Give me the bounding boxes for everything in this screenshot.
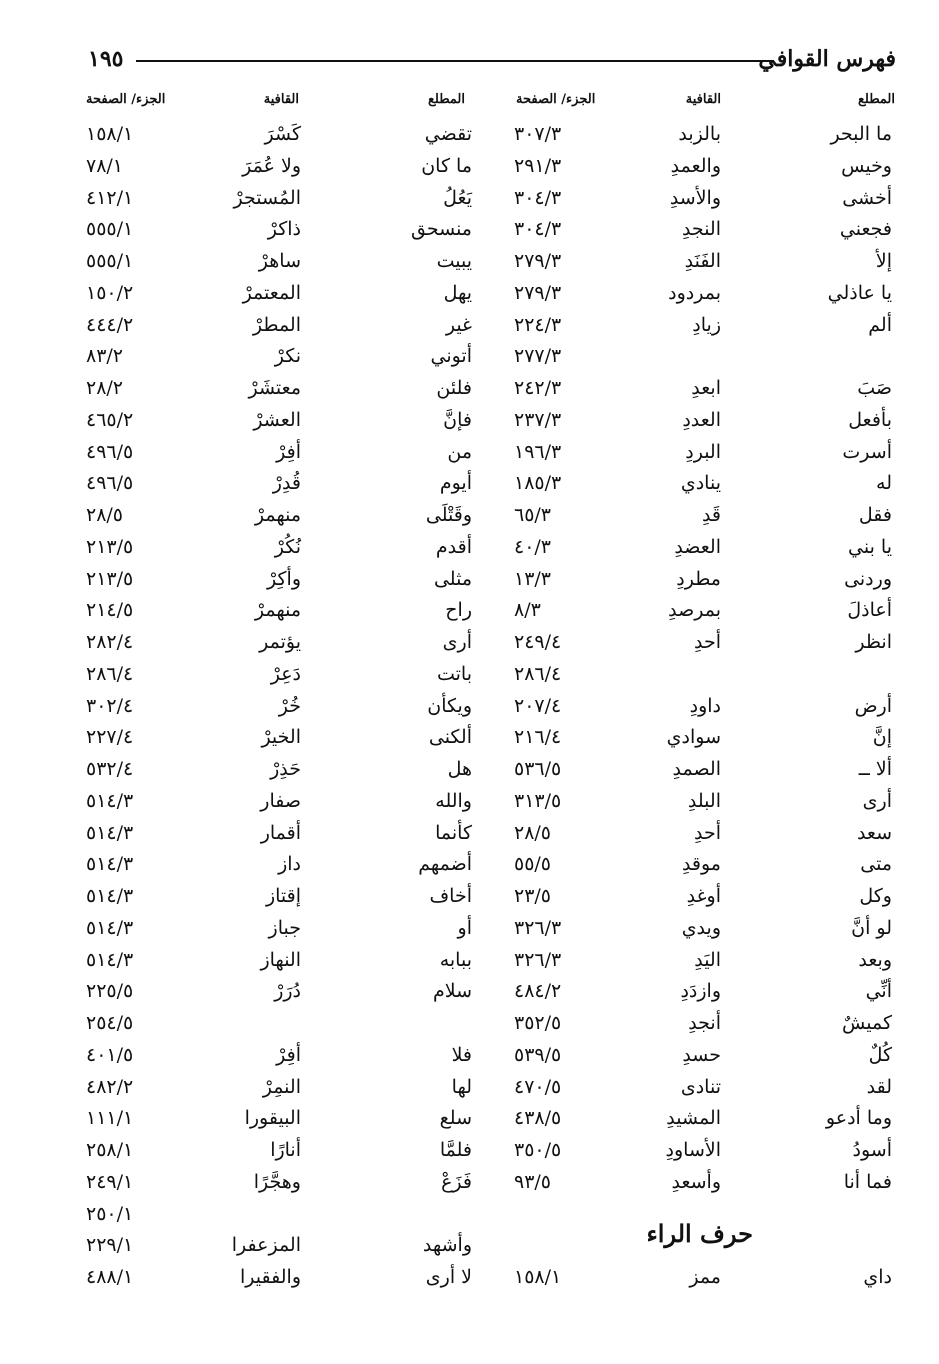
cell-ref-left: ٢٢٥/٥ — [86, 980, 134, 1003]
cell-qafiya-left: وأكِرْ — [267, 567, 301, 590]
cell-ref-right: ٢٨٦/٤ — [514, 662, 562, 685]
index-row — [0, 912, 939, 944]
cell-matla-right: يا عاذلي — [827, 281, 892, 304]
running-header — [80, 44, 898, 78]
cell-matla-left: لا أرى — [425, 1266, 472, 1288]
cell-matla-left: أتوني — [430, 345, 472, 368]
cell-ref-right: ٣٢٦/٣ — [514, 948, 562, 971]
cell-matla-right: سعد — [856, 821, 892, 844]
cell-qafiya-left: نكرْ — [274, 345, 301, 368]
cell-ref-right: ٣٠٤/٣ — [514, 186, 562, 209]
cell-ref-left: ٢٤٩/١ — [86, 1170, 134, 1193]
cell-qafiya-right: أنجدِ — [688, 1012, 721, 1034]
column-heading-qafiya-left: القافية — [263, 92, 299, 107]
cell-ref-left: ٥٣٢/٤ — [86, 758, 134, 780]
cell-qafiya-left: داز — [278, 853, 301, 876]
column-heading-ref-left: الجزء/ الصفحة — [86, 92, 166, 107]
cell-qafiya-left: ساهرْ — [258, 250, 301, 272]
cell-matla-left: باتت — [436, 662, 472, 685]
index-row — [0, 975, 939, 1007]
cell-qafiya-left: أفِرْ — [276, 1043, 301, 1066]
column-heading-ref-right: الجزء/ الصفحة — [516, 92, 596, 107]
cell-qafiya-right: الفَنَدِ — [684, 250, 721, 272]
cell-ref-left: ٥٥٥/١ — [86, 250, 134, 272]
cell-matla-left: أقدم — [435, 535, 472, 558]
cell-qafiya-left: أنارًا — [270, 1139, 301, 1161]
cell-ref-right: ٣٥٢/٥ — [514, 1012, 562, 1034]
cell-qafiya-left: جباز — [268, 916, 301, 939]
cell-ref-left: ٤٩٦/٥ — [86, 440, 134, 463]
header-rule — [136, 60, 774, 62]
cell-matla-right: إنَّ — [872, 726, 892, 749]
index-row — [0, 404, 939, 436]
cell-ref-left: ٥١٤/٣ — [86, 948, 134, 971]
index-row — [0, 1039, 939, 1071]
cell-qafiya-right: النجدِ — [681, 218, 721, 241]
cell-matla-left: ألكنى — [428, 726, 472, 749]
cell-qafiya-left: دَعِرْ — [270, 662, 301, 685]
cell-matla-right: متى — [860, 853, 892, 876]
cell-matla-left: لها — [451, 1075, 472, 1098]
cell-ref-right: ٨/٣ — [514, 599, 541, 622]
cell-ref-right: ٢٤٢/٣ — [514, 377, 562, 399]
cell-qafiya-left: صفار — [260, 789, 301, 812]
cell-ref-left: ٤٨٨/١ — [86, 1266, 134, 1288]
cell-matla-right: أنِّي — [865, 980, 892, 1003]
cell-matla-left: يَعُلُ — [443, 186, 472, 209]
cell-ref-left: ٢٨/٢ — [86, 377, 124, 399]
cell-matla-left: سلام — [432, 980, 472, 1003]
cell-ref-right: ٤٣٨/٥ — [514, 1107, 562, 1130]
index-row — [0, 245, 939, 277]
index-title: فهرس القوافي — [758, 46, 896, 72]
cell-ref-right: ٢٨/٥ — [514, 821, 552, 844]
cell-matla-right: أعاذلَ — [847, 599, 892, 622]
cell-matla-left: منسحق — [411, 218, 472, 241]
cell-qafiya-right: تنادى — [680, 1075, 721, 1098]
cell-matla-left: مثلى — [433, 567, 472, 590]
cell-qafiya-right: وأسعدِ — [671, 1170, 721, 1193]
cell-matla-right: إلأ — [875, 250, 892, 272]
cell-matla-right: فما أنا — [843, 1170, 892, 1193]
cell-qafiya-left: النمِرْ — [262, 1075, 301, 1098]
cell-ref-right: ١٩٦/٣ — [514, 440, 562, 463]
index-row — [0, 626, 939, 658]
cell-ref-left: ٤٠١/٥ — [86, 1043, 134, 1066]
cell-matla-left: أيوم — [439, 472, 472, 495]
cell-matla-left: وقَتْلَى — [425, 504, 472, 526]
cell-matla-left: غير — [445, 313, 472, 336]
cell-qafiya-right: البردِ — [685, 440, 721, 463]
cell-ref-right: ٣٢٦/٣ — [514, 916, 562, 939]
cell-ref-left: ٤١٢/١ — [86, 186, 134, 209]
cell-matla-right: فجعني — [839, 218, 892, 241]
cell-ref-right: ٤٧٠/٥ — [514, 1075, 562, 1098]
cell-ref-right: ٤٠/٣ — [514, 535, 552, 558]
cell-qafiya-right: ينادي — [680, 472, 721, 495]
cell-matla-right: كُلٌ — [868, 1043, 892, 1066]
cell-matla-left: فلمَّا — [439, 1139, 472, 1161]
section-heading: حرف الراء — [646, 1219, 753, 1248]
cell-matla-right: أسرت — [842, 440, 892, 463]
cell-matla-left: راح — [445, 599, 472, 622]
index-row — [0, 309, 939, 341]
cell-qafiya-left: أفِرْ — [276, 440, 301, 463]
cell-matla-right: أرى — [862, 789, 892, 812]
cell-qafiya-right: موقدِ — [681, 853, 721, 876]
cell-qafiya-right: داودِ — [689, 694, 721, 717]
cell-ref-left: ٢٨/٥ — [86, 504, 124, 526]
cell-matla-left: وأشهد — [422, 1234, 472, 1257]
cell-qafiya-right: البلدِ — [687, 789, 721, 812]
cell-matla-left: أضمهم — [418, 853, 472, 876]
cell-matla-right: ما البحر — [830, 123, 892, 145]
index-row — [0, 817, 939, 849]
index-row — [0, 594, 939, 626]
cell-qafiya-right: بالزبد — [678, 123, 721, 145]
cell-matla-right: أسودُ — [852, 1139, 892, 1161]
cell-ref-left: ٥١٤/٣ — [86, 885, 134, 907]
cell-ref-right: ١٥٨/١ — [514, 1266, 562, 1288]
index-row — [0, 848, 939, 880]
cell-matla-left: فلئن — [436, 377, 472, 399]
cell-qafiya-left: ولا عُمَرَ — [242, 154, 301, 177]
cell-qafiya-right: بمردود — [668, 281, 721, 304]
cell-ref-left: ٨٣/٢ — [86, 345, 124, 368]
cell-ref-left: ٢٥٨/١ — [86, 1139, 134, 1161]
index-rows — [0, 118, 939, 1293]
index-row — [0, 721, 939, 753]
cell-matla-right: أخشى — [842, 186, 892, 209]
cell-ref-right: ٢٧٧/٣ — [514, 345, 562, 368]
index-row — [0, 340, 939, 372]
cell-matla-right: وخيس — [841, 154, 892, 177]
cell-matla-left: من — [447, 440, 472, 463]
cell-matla-right: وردنى — [844, 567, 892, 590]
cell-ref-right: ٤٨٤/٢ — [514, 980, 562, 1003]
cell-matla-left: تقضي — [424, 123, 472, 145]
cell-qafiya-left: نُكُرْ — [274, 535, 301, 558]
cell-ref-left: ١١١/١ — [86, 1107, 134, 1130]
cell-qafiya-left: كَسْرَ — [264, 123, 301, 145]
cell-matla-right: انظر — [855, 631, 892, 653]
cell-qafiya-right: أوغدِ — [686, 885, 721, 907]
cell-ref-right: ١٨٥/٣ — [514, 472, 562, 495]
index-row — [0, 150, 939, 182]
cell-qafiya-left: قُدِرْ — [272, 472, 301, 495]
index-row — [0, 880, 939, 912]
cell-matla-left: فَزَعْ — [441, 1170, 472, 1193]
cell-ref-right: ٣١٣/٥ — [514, 789, 562, 812]
index-row — [0, 372, 939, 404]
cell-qafiya-right: ويدي — [681, 916, 721, 939]
index-row — [0, 499, 939, 531]
cell-qafiya-right: الأساودِ — [665, 1139, 721, 1161]
cell-qafiya-left: وهجَّرًا — [253, 1170, 301, 1193]
index-row — [0, 118, 939, 150]
cell-qafiya-left: يؤتمر — [259, 631, 301, 653]
cell-ref-right: ٣٥٠/٥ — [514, 1139, 562, 1161]
cell-matla-right: لو أنَّ — [851, 916, 892, 939]
cell-qafiya-right: والأسدِ — [669, 186, 721, 209]
cell-ref-right: ٢١٦/٤ — [514, 726, 562, 749]
cell-qafiya-right: الصمدِ — [672, 758, 721, 780]
cell-qafiya-right: أحدِ — [694, 631, 721, 653]
index-row — [0, 944, 939, 976]
cell-ref-left: ٢٨٦/٤ — [86, 662, 134, 685]
cell-ref-left: ٤٨٢/٢ — [86, 1075, 134, 1098]
cell-qafiya-left: خُرْ — [278, 694, 301, 717]
page-number: ١٩٥ — [88, 46, 124, 72]
index-row — [0, 213, 939, 245]
cell-qafiya-right: بمرصدِ — [668, 599, 721, 622]
cell-qafiya-right: أحدِ — [694, 821, 721, 844]
index-row — [0, 531, 939, 563]
cell-ref-left: ٣٠٢/٤ — [86, 694, 134, 717]
cell-qafiya-left: البيقورا — [244, 1107, 301, 1130]
cell-matla-right: صَبَ — [857, 377, 892, 399]
cell-matla-left: كأنما — [435, 821, 472, 844]
cell-matla-right: يا بني — [848, 535, 892, 558]
cell-qafiya-right: اليَدِ — [694, 948, 721, 971]
cell-matla-right: ألا ــ — [858, 758, 892, 780]
cell-ref-left: ٢٥٤/٥ — [86, 1012, 134, 1034]
cell-ref-left: ٥١٤/٣ — [86, 821, 134, 844]
cell-ref-right: ٣٠٤/٣ — [514, 218, 562, 241]
cell-ref-right: ٢٩١/٣ — [514, 154, 562, 177]
cell-matla-right: وكل — [859, 885, 892, 907]
cell-ref-right: ٢٧٩/٣ — [514, 250, 562, 272]
cell-matla-left: ببابه — [439, 948, 472, 971]
index-row — [0, 563, 939, 595]
cell-matla-left: يبيت — [436, 250, 472, 272]
cell-ref-right: ٣٠٧/٣ — [514, 123, 562, 145]
cell-matla-left: يهل — [443, 281, 472, 304]
cell-ref-right: ٥٣٩/٥ — [514, 1043, 562, 1066]
cell-matla-left: فإنَّ — [443, 408, 472, 431]
cell-ref-left: ٢٨٢/٤ — [86, 631, 134, 653]
cell-ref-left: ٥١٤/٣ — [86, 853, 134, 876]
cell-matla-right: لقد — [866, 1075, 892, 1098]
column-heading-matla-left: المطلع — [428, 92, 465, 107]
index-row — [0, 436, 939, 468]
cell-matla-left: والله — [435, 789, 472, 812]
cell-qafiya-right: المشيدِ — [666, 1107, 721, 1130]
index-row — [0, 1102, 939, 1134]
index-row — [0, 1166, 939, 1198]
cell-matla-left: هل — [447, 758, 472, 780]
cell-ref-right: ٢٧٩/٣ — [514, 281, 562, 304]
cell-qafiya-right: والعمدِ — [670, 154, 721, 177]
cell-qafiya-right: العددِ — [682, 408, 721, 431]
cell-matla-left: ويكأن — [427, 694, 472, 717]
cell-ref-left: ٤٩٦/٥ — [86, 472, 134, 495]
cell-matla-left: ما كان — [421, 154, 472, 177]
cell-ref-left: ٥٥٥/١ — [86, 218, 134, 241]
cell-ref-right: ٥٥/٥ — [514, 853, 552, 876]
cell-ref-right: ٦٥/٣ — [514, 504, 552, 526]
cell-qafiya-left: المُستجرْ — [233, 186, 301, 209]
cell-ref-left: ٥١٤/٣ — [86, 916, 134, 939]
cell-qafiya-left: منهمرْ — [254, 504, 301, 526]
index-row — [0, 658, 939, 690]
index-row — [0, 1071, 939, 1103]
cell-qafiya-left: دُرَرْ — [274, 980, 301, 1003]
cell-matla-right: بأفعل — [848, 408, 892, 431]
cell-matla-left: أو — [457, 916, 472, 939]
cell-qafiya-right: حسدِ — [682, 1043, 721, 1066]
cell-qafiya-left: المزعفرا — [231, 1234, 301, 1257]
cell-matla-right: فقل — [858, 504, 892, 526]
cell-matla-left: أخاف — [429, 885, 472, 907]
cell-ref-left: ٤٤٤/٢ — [86, 313, 134, 336]
index-row — [0, 753, 939, 785]
cell-ref-left: ٥١٤/٣ — [86, 789, 134, 812]
cell-qafiya-left: النهاز — [260, 948, 301, 971]
cell-qafiya-left: أقمار — [260, 821, 301, 844]
cell-ref-left: ١٥٨/١ — [86, 123, 134, 145]
cell-ref-right: ٢٢٤/٣ — [514, 313, 562, 336]
cell-qafiya-left: منهمرْ — [254, 599, 301, 622]
cell-qafiya-right: زيادِ — [692, 313, 721, 336]
cell-ref-right: ٢٠٧/٤ — [514, 694, 562, 717]
cell-qafiya-left: ذاكرْ — [267, 218, 301, 241]
cell-qafiya-right: وازدَدِ — [680, 980, 721, 1003]
cell-qafiya-right: ممز — [689, 1266, 721, 1288]
column-heading-qafiya-right: القافية — [685, 92, 721, 107]
index-row — [0, 690, 939, 722]
cell-ref-left: ٧٨/١ — [86, 154, 124, 177]
cell-ref-left: ٢١٤/٥ — [86, 599, 134, 622]
index-row — [0, 182, 939, 214]
index-row — [0, 1198, 939, 1230]
cell-ref-right: ١٣/٣ — [514, 567, 552, 590]
cell-qafiya-right: سوادي — [666, 726, 721, 749]
cell-ref-left: ١٥٠/٢ — [86, 281, 134, 304]
cell-qafiya-left: المعتمرْ — [242, 281, 301, 304]
index-row — [0, 1007, 939, 1039]
cell-qafiya-left: والفقيرا — [240, 1266, 301, 1288]
cell-matla-right: له — [876, 472, 892, 495]
index-row — [0, 277, 939, 309]
cell-matla-left: أرى — [442, 631, 472, 653]
index-row — [0, 467, 939, 499]
cell-ref-left: ٢١٣/٥ — [86, 535, 134, 558]
cell-qafiya-right: ابعدِ — [691, 377, 721, 399]
cell-ref-right: ٢٣٧/٣ — [514, 408, 562, 431]
index-row — [0, 785, 939, 817]
cell-ref-right: ٥٣٦/٥ — [514, 758, 562, 780]
column-heading-matla-right: المطلع — [858, 92, 895, 107]
cell-ref-right: ٢٣/٥ — [514, 885, 552, 907]
cell-qafiya-left: إقتاز — [265, 885, 301, 907]
cell-matla-right: كميشٌ — [842, 1012, 892, 1034]
cell-matla-right: ألم — [868, 313, 892, 336]
cell-qafiya-left: المطرْ — [252, 313, 301, 336]
cell-matla-left: فلا — [451, 1043, 472, 1066]
index-row — [0, 1261, 939, 1293]
cell-qafiya-left: العشرْ — [253, 408, 301, 431]
cell-ref-right: ٢٤٩/٤ — [514, 631, 562, 653]
cell-qafiya-left: معتشَرْ — [248, 377, 301, 399]
cell-matla-right: وما أدعو — [825, 1107, 892, 1130]
cell-ref-left: ٢٢٧/٤ — [86, 726, 134, 749]
cell-matla-right: أرض — [854, 694, 892, 717]
cell-qafiya-left: حَذِرْ — [270, 758, 301, 780]
cell-matla-left: سلع — [439, 1107, 472, 1130]
cell-ref-left: ٢٢٩/١ — [86, 1234, 134, 1257]
cell-qafiya-right: العضدِ — [674, 535, 721, 558]
cell-ref-right: ٩٣/٥ — [514, 1170, 552, 1193]
cell-ref-left: ٤٦٥/٢ — [86, 408, 134, 431]
cell-ref-left: ٢٥٠/١ — [86, 1202, 134, 1225]
cell-qafiya-right: مطردِ — [676, 567, 721, 590]
cell-qafiya-left: الخيرْ — [261, 726, 301, 749]
index-row — [0, 1229, 939, 1261]
cell-qafiya-right: قَدِ — [701, 504, 721, 526]
cell-matla-right: داي — [863, 1266, 892, 1288]
cell-matla-right: وبعد — [858, 948, 892, 971]
cell-ref-left: ٢١٣/٥ — [86, 567, 134, 590]
index-row — [0, 1134, 939, 1166]
